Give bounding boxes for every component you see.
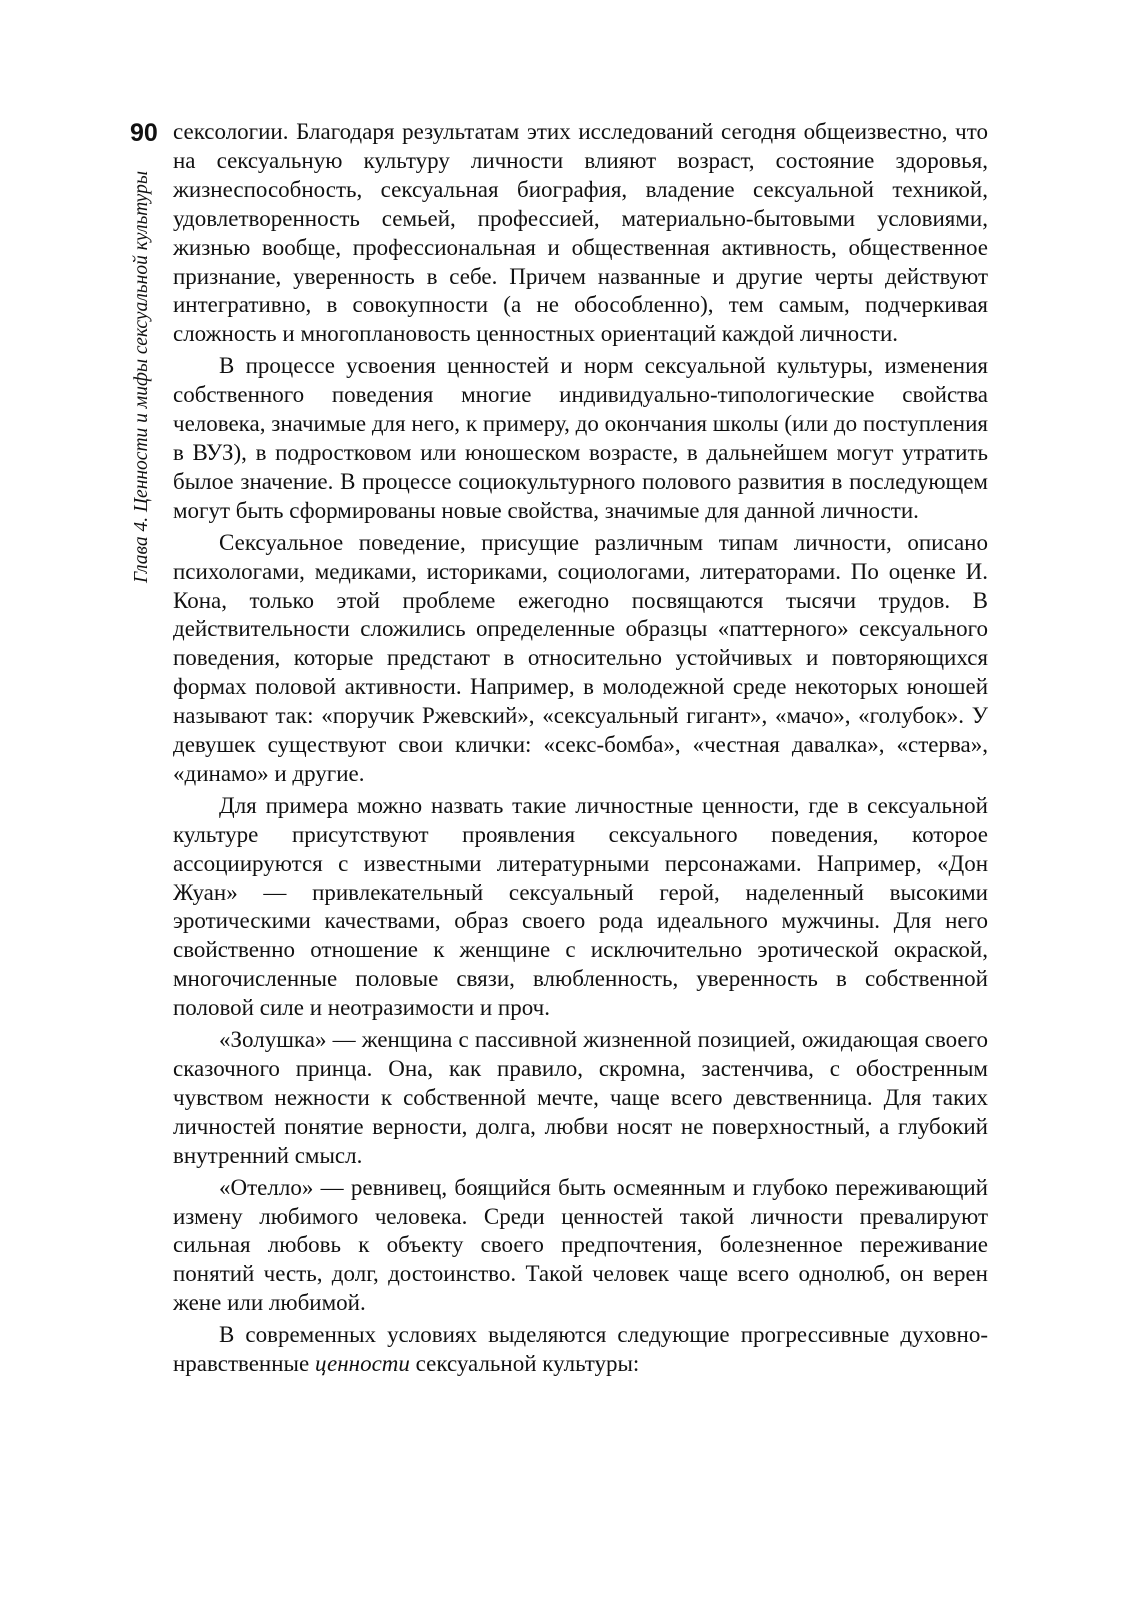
paragraph-7-end: сексуальной культуры: <box>409 1351 640 1377</box>
running-head-text: Глава 4. Ценности и мифы сексуальной культуры <box>131 170 152 584</box>
paragraph-3: Сексуальное поведение, присущие различным типам личности, описано психологами, медиками, историками, социологами, литераторами. По оценке И. Кона, только этой проблеме ежегодно посвящаются тысячи трудов. В действительности сложились определенные образцы «паттерного» сексуального поведения, которые предстают в относительно устойчивых и повторяющихся формах половой активности. Например, в молодежной среде некоторых юношей называют так: «поручик Ржевский», «сексуальный гигант», «мачо», «голубок». У девушек существуют свои клички: «секс-бомба», «честная давалка», «стерва», «динамо» и другие. <box>173 529 988 786</box>
paragraph-7 <box>173 1321 988 1379</box>
paragraph-1: сексологии. Благодаря результатам этих исследований сегодня общеизвестно, что на сексуальную культуру личности влияют возраст, состояние здоровья, жизнеспособность, сексуальная биография, владение сексуальной техникой, удовлетворенность семьей, профессией, материально-бытовыми условиями, жизнью вообще, профессиональная и общественная активность, общественное признание, уверенность в себе. Причем названные и другие черты действуют интегративно, в совокупности (а не обособленно), тем самым, подчеркивая сложность и многоплановость ценностных ориентаций каждой личности. <box>173 119 988 347</box>
paragraph-4: Для примера можно назвать такие личностные ценности, где в сексуальной культуре присутствуют проявления сексуального поведения, которое ассоциируются с известными литературными персонажами. Например, «Дон Жуан» — привлекательный сексуальный герой, наделенный высокими эротическими качествами, образ своего рода идеального мужчины. Для него свойственно отношение к женщине с исключительно эротической окраской, многочисленные половые связи, влюбленность, уверенность в собственной половой силе и неотразимости и проч. <box>173 792 988 1021</box>
emphasized-word: ценности <box>314 1351 410 1377</box>
body-text <box>173 118 988 1382</box>
paragraph-2: В процессе усвоения ценностей и норм сексуальной культуры, изменения собственного поведения многие индивидуально-типологические свойства человека, значимые для него, к примеру, до окончания школы (или до поступления в ВУЗ), в подростковом или юношеском возрасте, в дальнейшем могут утратить былое значение. В процессе социокультурного полового развития в последующем могут быть сформированы новые свойства, значимые для данной личности. <box>173 353 988 523</box>
paragraph-5: «Золушка» — женщина с пассивной жизненной позицией, ожидающая своего сказочного принца. Она, как правило, скромна, застенчива, с обостренным чувством нежности к собственной мечте, чаще всего девственница. Для таких личностей понятие верности, долга, любви носят не поверхностный, а глубокий внутренний смысл. <box>173 1027 988 1168</box>
paragraph-6: «Отелло» — ревнивец, боящийся быть осмеянным и глубоко переживающий измену любимого человека. Среди ценностей такой личности превалируют сильная любовь к объекту своего предпочтения, болезненное переживание понятий честь, долг, достоинство. Такой человек чаще всего однолюб, он верен жене или любимой. <box>173 1174 988 1316</box>
paragraph-7-start: В современных условиях выделяются следующие прогрессивные духовно-нравственные <box>173 1322 988 1377</box>
page-number: 90 <box>130 119 158 147</box>
